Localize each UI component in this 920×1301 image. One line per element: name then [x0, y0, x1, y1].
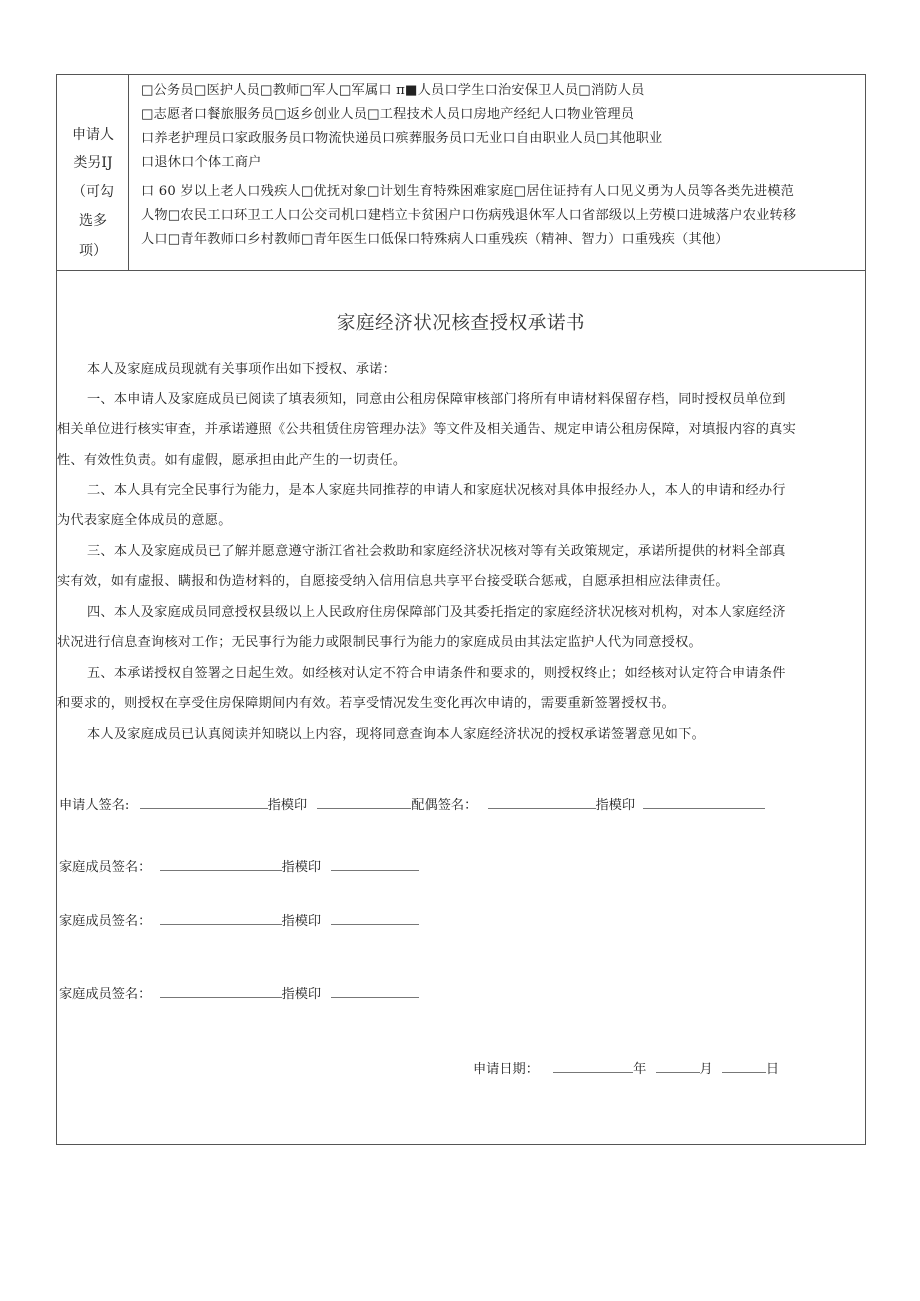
- occupation-checkbox-line[interactable]: 口养老护理员口家政服务员口物流快递员口殡葬服务员口无业口自由职业人员□其他职业: [141, 131, 663, 146]
- special-group-checkbox-line[interactable]: 人口□青年教师口乡村教师□青年医生口低保口特殊病人口重残疾（精神、智力）口重残疾（其他）: [141, 232, 729, 247]
- clause-1: 一、本申请人及家庭成员已阅读了填表须知，同意由公租房保障审核部门将所有申请材料保留存档，同时授权员单位到 相关单位进行核实审查，并承诺遵照《公共租赁住房管理办法》等文件及相关通告、规定申请公租房保障，对填报内容的真实 性、有效性负责。如有虚假，愿承担由此产生的一切责任。: [57, 392, 797, 468]
- clause-2: 二、本人具有完全民事行为能力，是本人家庭共同推荐的申请人和家庭状况核对具体申报经办人，本人的申请和经办行 为代表家庭全体成员的意愿。: [57, 483, 786, 529]
- authorization-letter: [57, 271, 865, 1144]
- label-line: 选多: [79, 213, 107, 229]
- occupation-checkbox-line[interactable]: □公务员□医护人员□教师□军人□军属口 π■人员口学生口治安保卫人员□消防人员: [141, 83, 645, 98]
- family-member-signature-field[interactable]: [160, 912, 282, 925]
- label-line: 类另IJ: [73, 155, 113, 171]
- applicant-signature-label: 申请人签名:: [59, 798, 130, 813]
- application-date-label: 申请日期：: [473, 1062, 539, 1077]
- document-title: 家庭经济状况核查授权承诺书: [336, 313, 586, 334]
- applicant-fingerprint-field[interactable]: [317, 796, 411, 809]
- family-member-signature-row: [59, 910, 419, 929]
- intro-paragraph: 本人及家庭成员现就有关事项作出如下授权、承诺：: [87, 362, 397, 377]
- family-member-fingerprint-field[interactable]: [331, 912, 419, 925]
- special-group-checkbox-line[interactable]: 人物□农民工口环卫工人口公交司机口建档立卡贫困户口伤病残退休军人口省部级以上劳模口进城落户农业转移: [141, 208, 797, 223]
- family-member-fingerprint-field[interactable]: [331, 858, 419, 871]
- family-member-signature-label: 家庭成员签名：: [59, 987, 152, 1002]
- family-member-fingerprint-field[interactable]: [331, 985, 419, 998]
- family-member-signature-field[interactable]: [160, 985, 282, 998]
- category-options: [141, 79, 857, 252]
- family-member-signature-label: 家庭成员签名：: [59, 860, 152, 875]
- fingerprint-label: 指模印: [281, 860, 322, 875]
- day-unit: 日: [765, 1062, 780, 1077]
- year-unit: 年: [633, 1062, 647, 1077]
- family-member-signature-label: 家庭成员签名：: [59, 914, 152, 929]
- fingerprint-label: 指模印: [281, 987, 322, 1002]
- fingerprint-label: 指模印: [281, 914, 322, 929]
- label-line: 申请人: [72, 127, 114, 143]
- application-date-row: [473, 1058, 779, 1077]
- spouse-signature-field[interactable]: [488, 796, 596, 809]
- year-field[interactable]: [553, 1060, 633, 1073]
- label-line: （可勾: [72, 184, 114, 200]
- applicant-category-row: [57, 75, 865, 271]
- special-group-checkbox-line[interactable]: 口 60 岁以上老人口残疾人□优抚对象□计划生育特殊困难家庭□居住证持有人口见义勇为人员等各类先进模范: [141, 184, 794, 199]
- occupation-checkbox-line[interactable]: 口退休口个体工商户: [141, 155, 262, 170]
- applicant-signature-row: [59, 794, 765, 813]
- occupation-checkbox-line[interactable]: □志愿者口餐旅服务员□返乡创业人员□工程技术人员口房地产经纪人口物业管理员: [141, 107, 635, 122]
- label-line: 项）: [79, 243, 107, 259]
- day-field[interactable]: [722, 1060, 766, 1073]
- authorization-form: [56, 74, 866, 1145]
- closing-paragraph: 本人及家庭成员已认真阅读并知晓以上内容，现将同意查询本人家庭经济状况的授权承诺签署意见如下。: [87, 727, 706, 742]
- clause-5: 五、本承诺授权自签署之日起生效。如经核对认定不符合申请条件和要求的，则授权终止；如经核对认定符合申请条件 和要求的，则授权在享受住房保障期间内有效。若享受情况发生变化再次申请的，需要重新签署授权书。: [57, 666, 786, 712]
- month-unit: 月: [699, 1062, 713, 1077]
- spouse-fingerprint-field[interactable]: [643, 796, 765, 809]
- spouse-signature-label: 配偶签名：: [411, 798, 478, 813]
- fingerprint-label: 指模印: [267, 798, 308, 813]
- month-field[interactable]: [656, 1060, 700, 1073]
- clause-3: 三、本人及家庭成员已了解并愿意遵守浙江省社会救助和家庭经济状况核对等有关政策规定，承诺所提供的材料全部真 实有效，如有虚报、瞒报和伪造材料的，自愿接受纳入信用信息共享平台接受联合惩戒，自愿承担相应法律责任。: [57, 544, 786, 590]
- applicant-signature-field[interactable]: [140, 796, 268, 809]
- family-member-signature-row: [59, 983, 419, 1002]
- family-member-signature-field[interactable]: [160, 858, 282, 871]
- family-member-signature-row: [59, 856, 419, 875]
- applicant-category-label: [57, 75, 129, 270]
- clause-4: 四、本人及家庭成员同意授权县级以上人民政府住房保障部门及其委托指定的家庭经济状况核对机构，对本人家庭经济 状况进行信息查询核对工作；无民事行为能力或限制民事行为能力的家庭成员由其法定监护人代为同意授权。: [57, 605, 786, 651]
- fingerprint-label: 指模印: [595, 798, 636, 813]
